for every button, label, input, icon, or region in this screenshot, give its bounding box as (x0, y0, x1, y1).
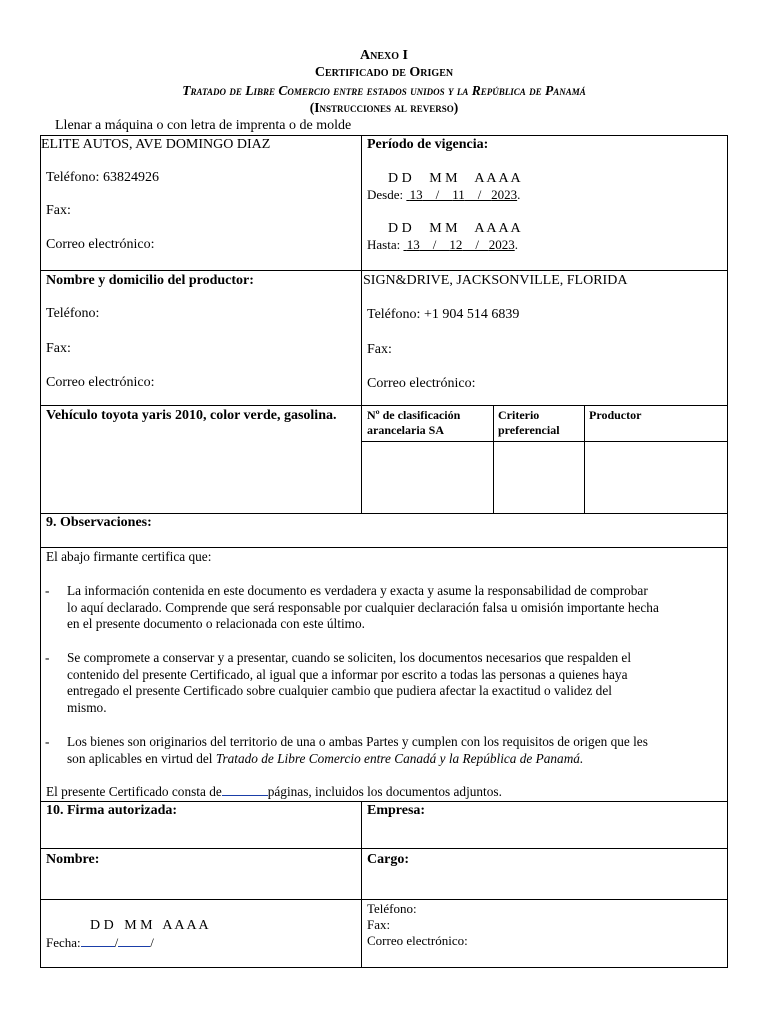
importer-fax: Fax: (367, 342, 392, 357)
observations-label: 9. Observaciones: (46, 515, 152, 530)
goods-description: Vehículo toyota yaris 2010, color verde, gasolina. (46, 408, 337, 423)
authorized-signature-label: 10. Firma autorizada: (46, 803, 178, 818)
signer-email: Correo electrónico: (367, 933, 468, 948)
position-label: Cargo: (367, 852, 409, 867)
page-count-statement: El presente Certificado consta de páginas, incluidos los documentos adjuntos. (46, 784, 502, 799)
company-label: Empresa: (367, 803, 426, 818)
document-title: Certificado de Origen (314, 65, 454, 80)
certification-intro: El abajo firmante certifica que: (46, 549, 212, 564)
certification-bullet: - (45, 734, 50, 749)
exporter-name: ELITE AUTOS, AVE DOMINGO DIAZ (41, 137, 271, 152)
instructions-note: (Instrucciones al reverso) (309, 100, 459, 115)
signature-date: Fecha: / / (46, 935, 154, 950)
date-format: D D M M A A A A (90, 918, 209, 933)
validity-from-format: D D M M A A A A (388, 171, 521, 186)
exporter-email: Correo electrónico: (46, 237, 155, 252)
validity-from: Desde: 13 / 11 / 2023. (367, 187, 521, 202)
date-month-field[interactable] (118, 934, 150, 947)
certification-bullet: - (45, 650, 50, 665)
certification-item-2: Se compromete a conservar y a presentar, cuando se soliciten, los documentos necesarios que respalden el contenido del presente Certificado, al igual que a informar por escrito a todas las personas a quienes haya entregado el presente Certificado sobre cualquier cambio que pudiera afectar la exactitud o validez del mismo. (67, 650, 632, 715)
importer-email: Correo electrónico: (367, 376, 476, 391)
page-count-field[interactable] (222, 783, 268, 796)
validity-to: Hasta: 13 / 12 / 2023. (367, 237, 518, 252)
producer-phone: Teléfono: (46, 306, 100, 321)
fill-instructions: Llenar a máquina o con letra de imprenta o de molde (55, 118, 352, 133)
treaty-title: Tratado de Libre Comercio entre estados unidos y la República de Panamá (182, 83, 586, 98)
producer-fax: Fax: (46, 341, 71, 356)
producer-email: Correo electrónico: (46, 375, 155, 390)
producer-label: Nombre y domicilio del productor: (46, 273, 254, 288)
certification-bullet: - (45, 583, 50, 598)
signer-fax: Fax: (367, 917, 391, 932)
preference-criterion-header: Criterio preferencial (498, 408, 560, 437)
producer-column-header: Productor (589, 408, 642, 422)
annex-label: Anexo I (360, 48, 408, 63)
certification-item-1: La información contenida en este documento es verdadera y exacta y asume la responsabilidad de comprobar lo aquí declarado. Comprende que será responsable por cualquier declaración falsa u omisión importante hecha en el presente documento o relacionada con este último. (67, 583, 659, 631)
name-label: Nombre: (46, 852, 100, 867)
signer-phone: Teléfono: (367, 901, 417, 916)
validity-label: Período de vigencia: (367, 137, 489, 152)
certification-item-3: Los bienes son originarios del territorio de una o ambas Partes y cumplen con los requisitos de origen que les son aplicables en virtud del Tratado de Libre Comercio entre Canadá y la República de Panamá. (67, 734, 648, 766)
exporter-fax: Fax: (46, 203, 71, 218)
validity-to-format: D D M M A A A A (388, 221, 521, 236)
exporter-phone: Teléfono: 63824926 (46, 170, 159, 185)
date-day-field[interactable] (81, 934, 115, 947)
tariff-classification-header: Nº de clasificación arancelaria SA (367, 408, 461, 437)
importer-phone: Teléfono: +1 904 514 6839 (367, 307, 520, 322)
importer-name: SIGN&DRIVE, JACKSONVILLE, FLORIDA (363, 273, 628, 288)
